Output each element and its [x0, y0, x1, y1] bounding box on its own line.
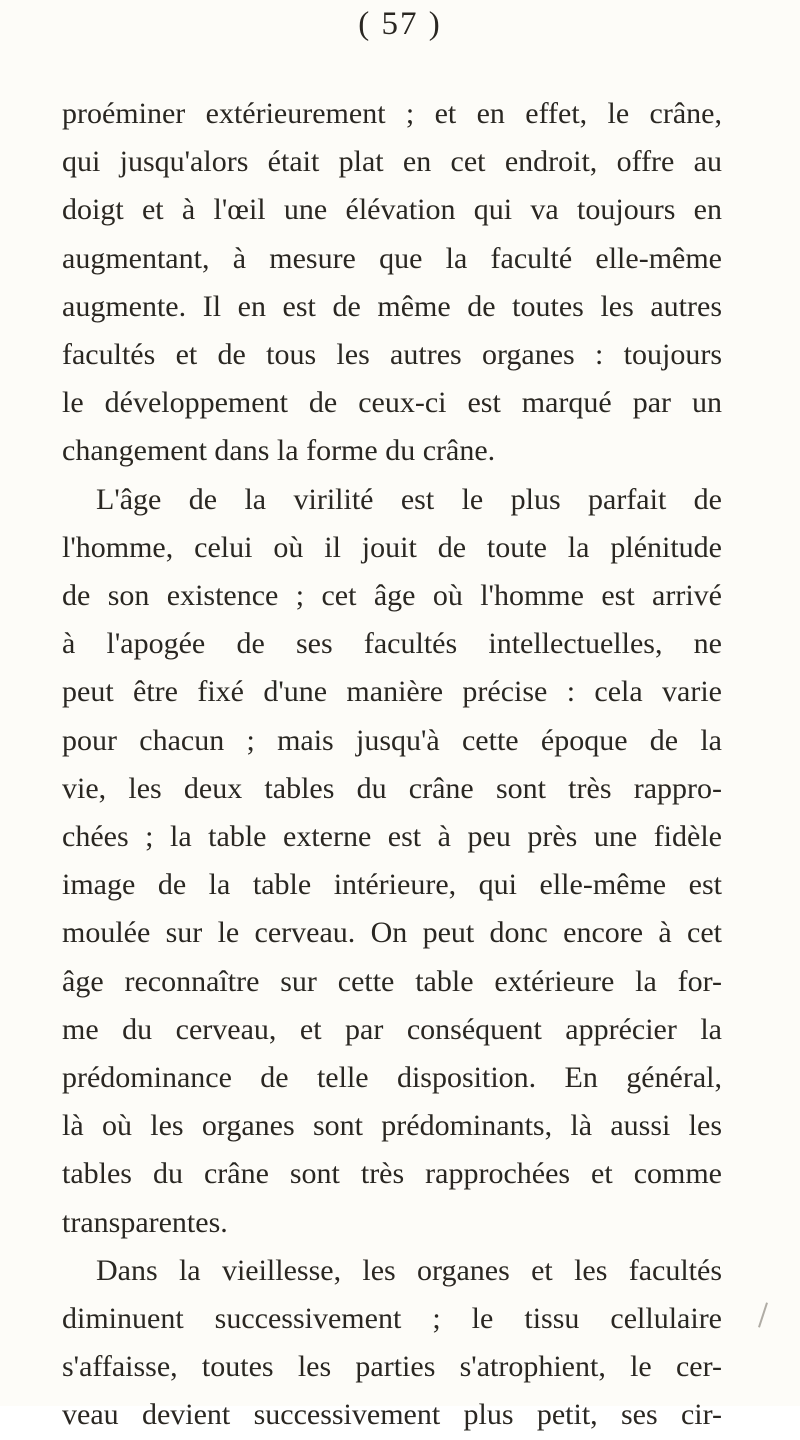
text-line: facultés et de tous les autres organes : toujours — [62, 338, 722, 372]
text-line: peut être fixé d'une manière précise : cela varie — [62, 675, 722, 709]
text-line: pour chacun ; mais jusqu'à cette époque de la — [62, 723, 722, 757]
text-line: augmente. Il en est de même de toutes les autres — [62, 289, 722, 323]
text-line: chées ; la table externe est à peu près une fidèle — [62, 820, 722, 854]
text-line: l'homme, celui où il jouit de toute la plénitude — [62, 530, 722, 564]
text-line: diminuent successivement ; le tissu cellulaire — [62, 1302, 722, 1336]
text-line: âge reconnaître sur cette table extérieure la for- — [62, 964, 722, 998]
text-line: augmentant, à mesure que la faculté elle-même — [62, 241, 722, 275]
text-line: vie, les deux tables du crâne sont très rappro- — [62, 771, 722, 805]
text-line: tables du crâne sont très rapprochées et comme — [62, 1157, 722, 1191]
text-line: là où les organes sont prédominants, là aussi les — [62, 1109, 722, 1143]
text-line: L'âge de la virilité est le plus parfait de — [96, 482, 722, 516]
text-line: à l'apogée de ses facultés intellectuelles, ne — [62, 627, 722, 661]
text-line: le développement de ceux-ci est marqué par un — [62, 386, 722, 420]
text-line: veau devient successivement plus petit, ses cir- — [62, 1398, 722, 1432]
text-line: prédominance de telle disposition. En général, — [62, 1061, 722, 1095]
text-line: transparentes. — [62, 1205, 228, 1239]
text-line: me du cerveau, et par conséquent apprécier la — [62, 1012, 722, 1046]
body-text — [62, 90, 722, 1440]
text-line: doigt et à l'œil une élévation qui va toujours en — [62, 193, 722, 227]
text-line: image de la table intérieure, qui elle-même est — [62, 868, 722, 902]
text-line: Dans la vieillesse, les organes et les facultés — [96, 1253, 722, 1287]
text-line: de son existence ; cet âge où l'homme est arrivé — [62, 579, 722, 613]
text-line: qui jusqu'alors était plat en cet endroit, offre au — [62, 145, 722, 179]
text-line: moulée sur le cerveau. On peut donc encore à cet — [62, 916, 722, 950]
text-line: changement dans la forme du crâne. — [62, 434, 496, 468]
text-line: s'affaisse, toutes les parties s'atrophient, le cer- — [62, 1350, 722, 1384]
page-number: ( 57 ) — [358, 6, 442, 42]
text-line: proéminer extérieurement ; et en effet, le crâne, — [62, 97, 722, 130]
paper-speck — [758, 1302, 768, 1327]
